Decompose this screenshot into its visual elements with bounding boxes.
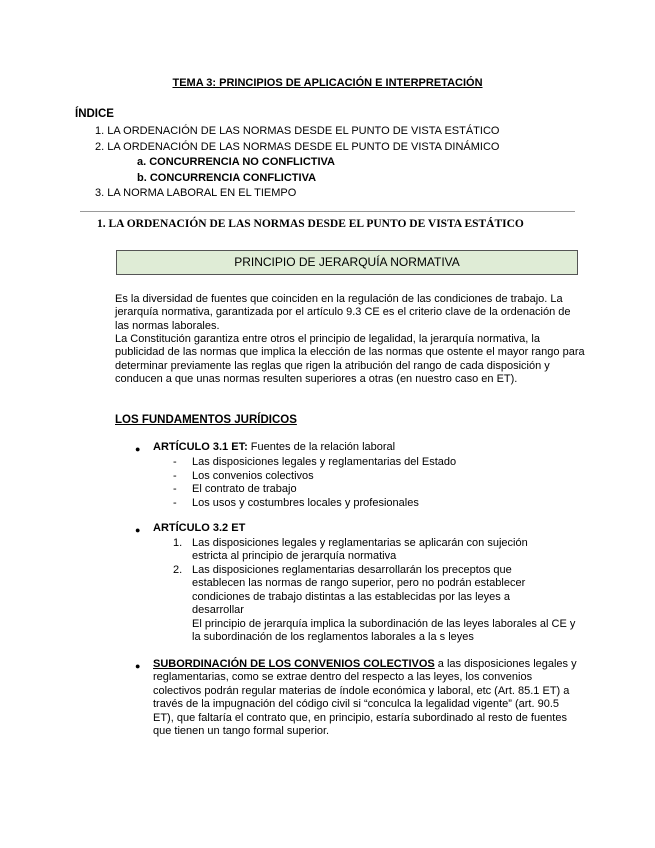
index-item-2b: b. CONCURRENCIA CONFLICTIVA [137,172,317,184]
dash-icon: - [173,456,177,468]
principle-box [116,250,578,275]
dash-icon: - [173,470,177,482]
art32-item-2: Las disposiciones reglamentarias desarrollarán los preceptos que establecen las normas de rango superior, pero no podrán establecer condiciones de trabajo distintas a las establecidas por las leyes a desarrollar [192,564,526,617]
art31-item-1: Las disposiciones legales y reglamentarias del Estado [192,456,457,468]
art31-desc: Fuentes de la relación laboral [247,441,396,453]
index-item-3: 3. LA NORMA LABORAL EN EL TIEMPO [95,187,297,199]
subordinacion-text: a las disposiciones legales y reglamentarias, como se extrae dentro del respecto a las leyes, los convenios colectivos podrán regular materias de índole económica y laboral, etc (Art. 85.1 ET) a través de la impugnación del código civil si “conculca la legalidad vigente” (art. 90.5 ET), que faltaría el contrato que, en principio, estaría subordinado al resto de fuentes que tienen un tango formal superior. [153,658,577,738]
index-item-2a: a. CONCURRENCIA NO CONFLICTIVA [137,156,335,168]
art32-item-2-extra: El principio de jerarquía implica la subordinación de las leyes laborales al CE y la subordinación de los reglamentos laborales a la s leyes [192,618,576,644]
subordinacion-paragraph [153,658,581,738]
art31-line [153,441,395,454]
paragraph-1: Es la diversidad de fuentes que coinciden en la regulación de las condiciones de trabajo. La jerarquía normativa, garantizada por el artículo 9.3 CE es el criterio clave de la ordenación de las normas laborales. [115,293,571,332]
art31-item-4: Los usos y costumbres locales y profesionales [192,497,419,509]
bullet-icon: ● [135,525,141,535]
subordinacion-label: SUBORDINACIÓN DE LOS CONVENIOS COLECTIVOS [153,658,435,670]
bullet-icon: ● [135,661,141,671]
index-item-1: 1. LA ORDENACIÓN DE LAS NORMAS DESDE EL PUNTO DE VISTA ESTÁTICO [95,125,500,137]
dash-icon: - [173,497,177,509]
art32-item-1: Las disposiciones legales y reglamentarias se aplicarán con sujeción estricta al principio de jerarquía normativa [192,537,528,563]
paragraph-2: La Constitución garantiza entre otros el principio de legalidad, la jerarquía normativa, la publicidad de las normas que implica la elección de las normas que ostente el mayor rango para determinar previamente las reglas que rigen la atribución del rango de cada disposición y conducen a que unas normas resulten superiores a otras (en nuestro caso en ET). [115,333,585,386]
art32-num-2: 2. [173,564,183,576]
dash-icon: - [173,483,177,495]
fundamentos-heading: LOS FUNDAMENTOS JURÍDICOS [115,414,297,426]
art32-num-1: 1. [173,537,183,549]
principle-box-title: PRINCIPIO DE JERARQUÍA NORMATIVA [234,255,460,269]
section-1-heading: 1. LA ORDENACIÓN DE LAS NORMAS DESDE EL PUNTO DE VISTA ESTÁTICO [97,218,524,230]
art32-label: ARTÍCULO 3.2 ET [153,522,246,534]
bullet-icon: ● [135,444,141,454]
art31-item-2: Los convenios colectivos [192,470,314,482]
page-title: TEMA 3: PRINCIPIOS DE APLICACIÓN E INTERPRETACIÓN [172,77,483,89]
divider [80,211,575,212]
index-heading: ÍNDICE [75,108,114,120]
index-item-2: 2. LA ORDENACIÓN DE LAS NORMAS DESDE EL PUNTO DE VISTA DINÁMICO [95,141,500,153]
art31-label: ARTÍCULO 3.1 ET: [153,441,248,453]
art31-item-3: El contrato de trabajo [192,483,297,495]
